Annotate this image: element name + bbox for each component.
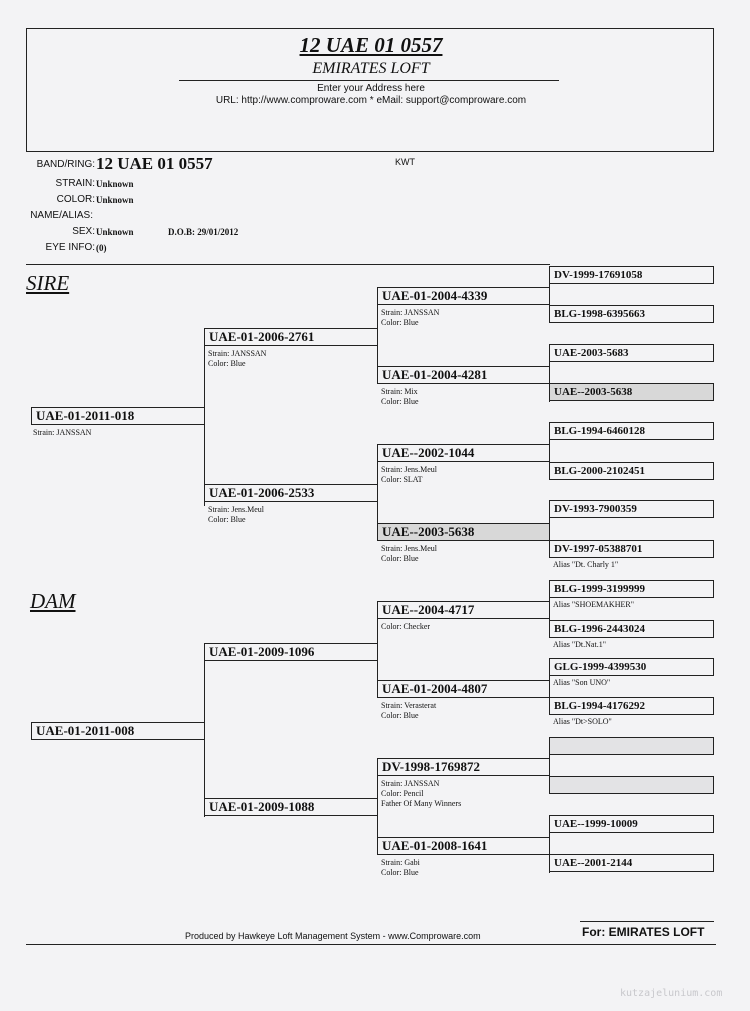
dam-dam-ring[interactable]: UAE-01-2009-1088 bbox=[204, 798, 378, 816]
name-alias-label: NAME/ALIAS: bbox=[30, 210, 93, 221]
footer-for-loft: For: EMIRATES LOFT bbox=[582, 925, 705, 939]
dam-section-title: DAM bbox=[30, 589, 76, 613]
sex-label: SEX: bbox=[72, 226, 95, 237]
sire-dam-ring[interactable]: UAE-01-2006-2533 bbox=[204, 484, 378, 502]
connector-line bbox=[204, 346, 205, 506]
gen4-ring[interactable]: UAE--1999-10009 bbox=[549, 815, 714, 833]
sire-sire-ring[interactable]: UAE-01-2006-2761 bbox=[204, 328, 378, 346]
strain-value: Unknown bbox=[96, 179, 134, 189]
watermark: kutzajelunium.com bbox=[620, 988, 723, 999]
color-label: COLOR: bbox=[56, 194, 95, 205]
dds-color: Color: Pencil bbox=[381, 789, 424, 798]
strain-label: STRAIN: bbox=[55, 178, 95, 189]
gen4-alias: Alias "Son UNO" bbox=[553, 678, 611, 687]
gen4-empty-slot[interactable] bbox=[549, 737, 714, 755]
gen4-ring[interactable]: DV-1999-17691058 bbox=[549, 266, 714, 284]
gen4-ring[interactable]: DV-1993-7900359 bbox=[549, 500, 714, 518]
gen4-ring[interactable]: BLG-1998-6395663 bbox=[549, 305, 714, 323]
gen4-ring[interactable]: UAE--2001-2144 bbox=[549, 854, 714, 872]
sex-value: Unknown bbox=[96, 227, 134, 237]
sds-ring[interactable]: UAE--2002-1044 bbox=[377, 444, 550, 462]
sdd-strain: Strain: Jens.Meul bbox=[381, 544, 437, 553]
eye-info-value: (0) bbox=[96, 243, 107, 253]
ddd-strain: Strain: Gabi bbox=[381, 858, 420, 867]
gen4-ring[interactable]: GLG-1999-4399530 bbox=[549, 658, 714, 676]
band-label: BAND/RING: bbox=[36, 159, 95, 170]
dam-sire-ring[interactable]: UAE-01-2009-1096 bbox=[204, 643, 378, 661]
dss-ring[interactable]: UAE--2004-4717 bbox=[377, 601, 550, 619]
dds-ring[interactable]: DV-1998-1769872 bbox=[377, 758, 550, 776]
dds-note: Father Of Many Winners bbox=[381, 799, 462, 808]
footer-for-rule bbox=[580, 921, 714, 922]
gen4-ring[interactable]: BLG-1994-4176292 bbox=[549, 697, 714, 715]
gen4-alias: Alias "Dt. Charly 1" bbox=[553, 560, 619, 569]
sire-dam-strain: Strain: Jens.Meul bbox=[208, 505, 264, 514]
dds-strain: Strain: JANSSAN bbox=[381, 779, 440, 788]
ssd-strain: Strain: Mix bbox=[381, 387, 418, 396]
header-address: Enter your Address here bbox=[317, 83, 425, 94]
sire-sire-strain: Strain: JANSSAN bbox=[208, 349, 267, 358]
ddd-ring[interactable]: UAE-01-2008-1641 bbox=[377, 837, 550, 855]
sire-sire-color: Color: Blue bbox=[208, 359, 246, 368]
sire-ring[interactable]: UAE-01-2011-018 bbox=[31, 407, 205, 425]
sds-color: Color: SLAT bbox=[381, 475, 423, 484]
gen4-alias: Alias "Dt>SOLO" bbox=[553, 717, 612, 726]
gen4-ring[interactable]: BLG-2000-2102451 bbox=[549, 462, 714, 480]
sss-color: Color: Blue bbox=[381, 318, 419, 327]
pedigree-top-rule bbox=[26, 264, 550, 265]
gen4-alias: Alias "SHOEMAKHER" bbox=[553, 600, 634, 609]
sss-strain: Strain: JANSSAN bbox=[381, 308, 440, 317]
dam-ring[interactable]: UAE-01-2011-008 bbox=[31, 722, 205, 740]
eye-info-label: EYE INFO: bbox=[45, 242, 95, 253]
sire-strain: Strain: JANSSAN bbox=[33, 428, 92, 437]
dss-color: Color: Checker bbox=[381, 622, 431, 631]
gen4-ring[interactable]: UAE-2003-5683 bbox=[549, 344, 714, 362]
header-loft-name: EMIRATES LOFT bbox=[312, 60, 430, 77]
gen4-alias: Alias "Dt.Nat.1" bbox=[553, 640, 606, 649]
gen4-empty-slot[interactable] bbox=[549, 776, 714, 794]
gen4-ring[interactable]: BLG-1994-6460128 bbox=[549, 422, 714, 440]
dob-value: D.O.B: 29/01/2012 bbox=[168, 227, 239, 237]
header-divider bbox=[179, 80, 559, 81]
dsd-strain: Strain: Verasterat bbox=[381, 701, 437, 710]
gen4-ring[interactable]: DV-1997-05388701 bbox=[549, 540, 714, 558]
band-value: 12 UAE 01 0557 bbox=[96, 154, 213, 173]
sds-strain: Strain: Jens.Meul bbox=[381, 465, 437, 474]
footer-produced-by: Produced by Hawkeye Loft Management System - www.Comproware.com bbox=[185, 931, 481, 941]
ssd-color: Color: Blue bbox=[381, 397, 419, 406]
ddd-color: Color: Blue bbox=[381, 868, 419, 877]
header-title: 12 UAE 01 0557 bbox=[299, 33, 443, 57]
dsd-ring[interactable]: UAE-01-2004-4807 bbox=[377, 680, 550, 698]
sire-dam-color: Color: Blue bbox=[208, 515, 246, 524]
header-box bbox=[26, 28, 714, 152]
sss-ring[interactable]: UAE-01-2004-4339 bbox=[377, 287, 550, 305]
sdd-color: Color: Blue bbox=[381, 554, 419, 563]
sdd-ring[interactable]: UAE--2003-5638 bbox=[377, 523, 550, 541]
gen4-ring[interactable]: UAE--2003-5638 bbox=[549, 383, 714, 401]
country-code: KWT bbox=[395, 157, 415, 167]
ssd-ring[interactable]: UAE-01-2004-4281 bbox=[377, 366, 550, 384]
gen4-ring[interactable]: BLG-1999-3199999 bbox=[549, 580, 714, 598]
header-url-line: URL: http://www.comproware.com * eMail: support@comproware.com bbox=[215, 95, 527, 106]
dsd-color: Color: Blue bbox=[381, 711, 419, 720]
color-value: Unknown bbox=[96, 195, 134, 205]
footer-rule bbox=[26, 944, 716, 945]
gen4-ring[interactable]: BLG-1996-2443024 bbox=[549, 620, 714, 638]
sire-section-title: SIRE bbox=[26, 271, 70, 295]
